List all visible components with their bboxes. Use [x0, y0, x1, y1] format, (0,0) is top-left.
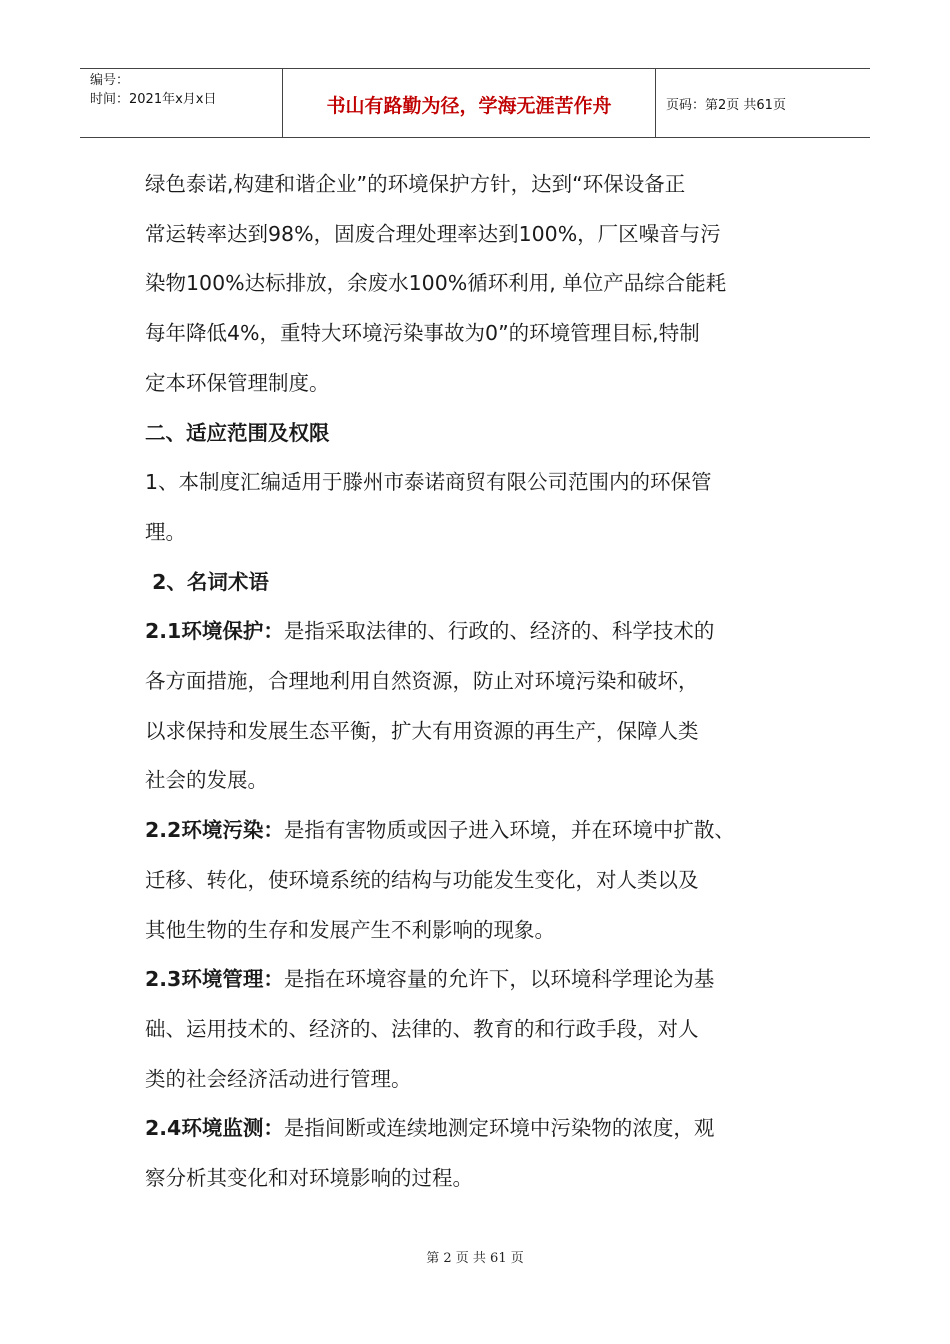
page-header	[80, 68, 870, 138]
definition-2-1	[145, 607, 835, 657]
definition-line: 迁移、转化，使环境系统的结构与功能发生变化，对人类以及	[145, 867, 699, 892]
definition-line: 察分析其变化和对环境影响的过程。	[145, 1166, 473, 1191]
header-page-cell	[656, 69, 870, 137]
definition-line: 以求保持和发展生态平衡，扩大有用资源的再生产，保障人类	[145, 718, 699, 743]
definition-text: 是指在环境容量的允许下，以环境科学理论为基	[283, 967, 715, 992]
header-motto-cell	[283, 69, 656, 137]
definition-term: 2.1环境保护：	[145, 619, 284, 644]
definition-line: 社会的发展。	[145, 768, 268, 793]
definition-line: 类的社会经济活动进行管理。	[145, 1066, 412, 1091]
definition-line: 各方面措施，合理地利用自然资源，防止对环境污染和破坏，	[145, 669, 699, 694]
page-footer: 第 2 页 共 61 页	[426, 1251, 524, 1266]
definition-line: 其他生物的生存和发展产生不利影响的现象。	[145, 917, 555, 942]
document-number-label: 编号：	[90, 73, 130, 88]
body-line: 每年降低4%，重特大环境污染事故为0”的环境管理目标,特制	[145, 321, 700, 346]
definition-2-4	[145, 1104, 835, 1154]
document-date-label: 时间：2021年x月x日	[90, 92, 217, 107]
header-page-info: 页码：第2页 共61页	[666, 98, 786, 113]
definition-line: 础、运用技术的、经济的、法律的、教育的和行政手段，对人	[145, 1016, 699, 1041]
definition-text: 是指采取法律的、行政的、经济的、科学技术的	[283, 619, 715, 644]
definition-term: 2.2环境污染：	[145, 818, 284, 843]
scope-line: 1、本制度汇编适用于滕州市泰诺商贸有限公司范围内的环保管	[145, 470, 712, 495]
header-motto: 书山有路勤为径，学海无涯苦作舟	[326, 95, 612, 117]
body-line: 绿色泰诺,构建和谐企业”的环境保护方针，达到“环保设备正	[145, 172, 686, 196]
definition-term: 2.4环境监测：	[145, 1116, 284, 1141]
scope-line: 理。	[145, 519, 186, 544]
definition-2-3	[145, 955, 835, 1005]
definition-text: 是指间断或连续地测定环境中污染物的浓度，观	[283, 1116, 715, 1141]
body-line: 染物100%达标排放，余废水100%循环利用, 单位产品综合能耗	[145, 271, 727, 296]
body-line: 常运转率达到98%，固废合理处理率达到100%，厂区噪音与污	[145, 221, 721, 246]
section-heading-terms: 2、名词术语	[145, 569, 269, 594]
section-heading-scope: 二、适应范围及权限	[145, 420, 330, 445]
definition-2-2	[145, 806, 835, 856]
header-meta-cell	[80, 69, 283, 137]
definition-term: 2.3环境管理：	[145, 967, 284, 992]
definition-text: 是指有害物质或因子进入环境，并在环境中扩散、	[283, 818, 735, 843]
document-body	[145, 160, 835, 1204]
body-line: 定本环保管理制度。	[145, 370, 330, 395]
